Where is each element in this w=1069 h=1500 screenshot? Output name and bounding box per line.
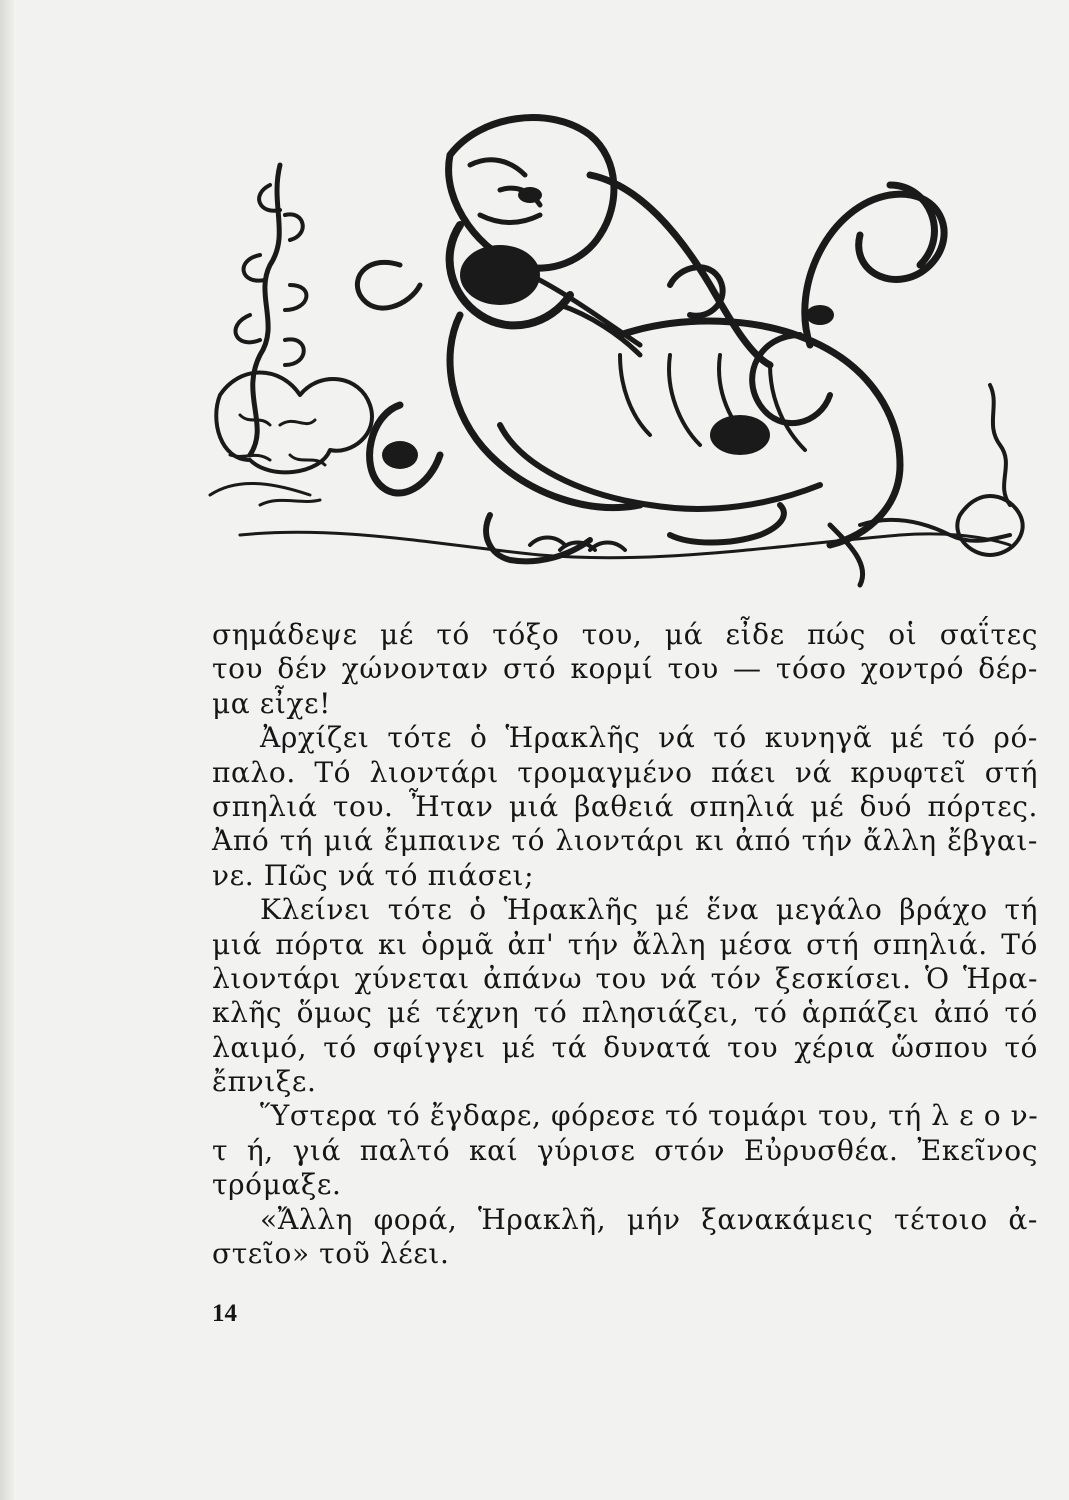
text-line: τ ή, γιά παλτό καί γύρισε στόν Εὐρυσθέα. Ἐκεῖνος (212, 1133, 1038, 1167)
text-line: Ἀρχίζει τότε ὁ Ἡρακλῆς νά τό κυνηγᾶ μέ τό ρό- (260, 721, 1038, 755)
text-line: στεῖο» τοῦ λέει. (212, 1237, 450, 1271)
hercules-wrestling-lion-illustration (200, 95, 1040, 595)
text-line: κλῆς ὅμως μέ τέχνη τό πλησιάζει, τό ἁρπάζει ἀπό τό (212, 996, 1038, 1030)
page-number: 14 (212, 1300, 237, 1327)
text-line: μιά πόρτα κι ὁρμᾶ ἀπ' τήν ἄλλη μέσα στή σπηλιά. Τό (212, 927, 1038, 961)
text-line: σημάδεψε μέ τό τόξο του, μά εἶδε πώς οἱ σαΐτες (212, 618, 1038, 651)
text-line: Ἀπό τή μιά ἔμπαινε τό λιοντάρι κι ἀπό τήν ἄλλη ἔβγαι- (212, 824, 1038, 858)
text-line: σπηλιά του. Ἦταν μιά βαθειά σπηλιά μέ δυό πόρτες. (212, 789, 1038, 823)
text-line: ἔπνιξε. (212, 1065, 317, 1099)
page-edge (0, 0, 14, 1500)
text-line: παλο. Τό λιοντάρι τρομαγμένο πάει νά κρυφτεῖ στή (212, 755, 1038, 789)
text-line: λιοντάρι χύνεται ἀπάνω του νά τόν ξεσκίσει. Ὁ Ἡρα- (212, 961, 1038, 995)
text-line: τρόμαξε. (212, 1168, 342, 1202)
text-line: λαιμό, τό σφίγγει μέ τά δυνατά του χέρια ὥσπου τό (212, 1030, 1038, 1064)
text-line: του δέν χώνονταν στό κορμί του — τόσο χοντρό δέρ- (212, 652, 1038, 686)
text-line: Ὕστερα τό ἔγδαρε, φόρεσε τό τομάρι του, τή λ ε ο ν- (260, 1099, 1039, 1133)
text-line: νε. Πῶς νά τό πιάσει; (212, 858, 535, 892)
text-line: «Ἄλλη φορά, Ἡρακλῆ, μήν ξανακάμεις τέτοιο ἀ- (260, 1202, 1038, 1236)
text-line: Κλείνει τότε ὁ Ἡρακλῆς μέ ἕνα μεγάλο βράχο τή (260, 893, 1038, 927)
story-text (212, 618, 1038, 1271)
text-line: μα εἶχε! (212, 686, 332, 720)
